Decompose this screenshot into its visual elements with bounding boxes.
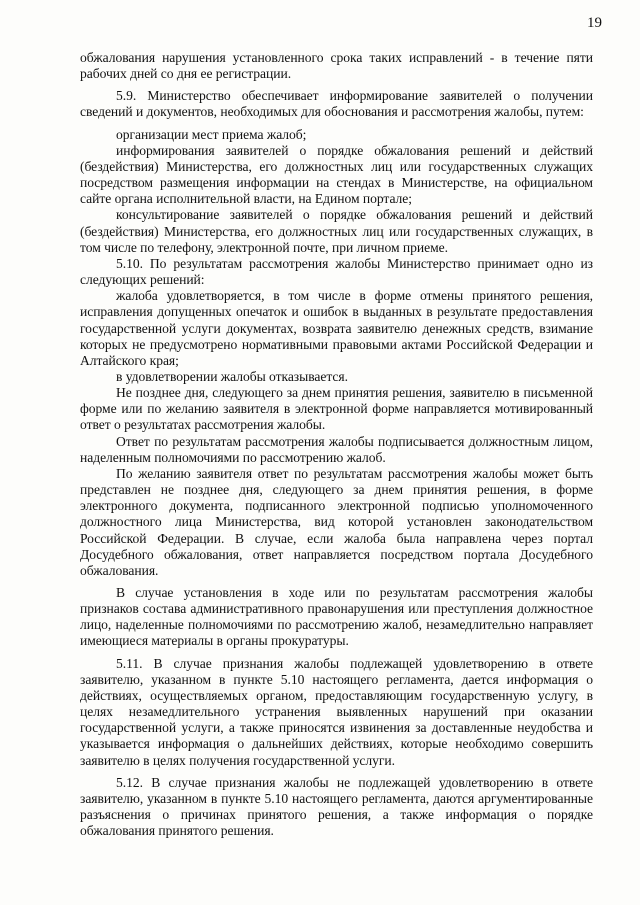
- paragraph: В случае установления в ходе или по результатам рассмотрения жалобы признаков состава административного правонарушения или преступления должностное лицо, наделенные полномочиями по рассмотрению жалоб, незамедлительно направляет имеющиеся материалы в органы прокуратуры.: [80, 585, 593, 649]
- paragraph: 5.9. Министерство обеспечивает информирование заявителей о получении сведений и документов, необходимых для обоснования и рассмотрения жалобы, путем:: [80, 88, 593, 120]
- paragraph: информирования заявителей о порядке обжалования решений и действий (бездействия) Министерства, его должностных лиц или государственных служащих посредством размещения информации на стендах в Министерстве, на официальном сайте органа исполнительной власти, на Едином портале;: [80, 142, 593, 207]
- paragraph: жалоба удовлетворяется, в том числе в форме отмены принятого решения, исправления допущенных опечаток и ошибок в выданных в результате предоставления государственной услуги документах, возврата заявителю денежных средств, взимание которых не предусмотрено нормативными правовыми актами Российской Федерации и Алтайского края;: [80, 288, 593, 368]
- paragraph: Не позднее дня, следующего за днем принятия решения, заявителю в письменной форме или по желанию заявителя в электронной форме направляется мотивированный ответ о результатах рассмотрения жалобы.: [80, 385, 593, 433]
- page-number: 19: [587, 15, 602, 31]
- paragraph: По желанию заявителя ответ по результатам рассмотрения жалобы может быть представлен не позднее дня, следующего за днем принятия решения, в форме электронного документа, подписанного электронной подписью уполномоченного должностного лица Министерства, вид которой установлен законодательством Российской Федерации. В случае, если жалоба была направлена через портал Досудебного обжалования, ответ направляется посредством портала Досудебного обжалования.: [80, 465, 593, 578]
- paragraph: 5.12. В случае признания жалобы не подлежащей удовлетворению в ответе заявителю, указанном в пункте 5.10 настоящего регламента, даются аргументированные разъяснения о причинах принятого решения, а также информация о порядке обжалования принятого решения.: [80, 774, 593, 839]
- paragraph: консультирование заявителей о порядке обжалования решений и действий (бездействия) Министерства, его должностных лиц или государственных служащих, в том числе по телефону, электронной почте, при личном приеме.: [80, 207, 593, 255]
- paragraph: организации мест приема жалоб;: [116, 126, 307, 142]
- document-body: [80, 50, 593, 839]
- paragraph: обжалования нарушения установленного срока таких исправлений - в течение пяти рабочих дней со дня ее регистрации.: [80, 50, 593, 82]
- paragraph: в удовлетворении жалобы отказывается.: [116, 368, 348, 384]
- paragraph: Ответ по результатам рассмотрения жалобы подписывается должностным лицом, наделенным полномочиями по рассмотрению жалоб.: [80, 433, 593, 465]
- paragraph: 5.11. В случае признания жалобы подлежащей удовлетворению в ответе заявителю, указанном в пункте 5.10 настоящего регламента, дается информация о действиях, осуществляемых органом, предоставляющим государственную услугу, в целях незамедлительного устранения выявленных нарушений при оказании государственной услуги, а также приносятся извинения за доставленные неудобства и указывается информация о дальнейших действиях, которые необходимо совершить заявителю в целях получения государственной услуги.: [80, 655, 593, 768]
- paragraph: 5.10. По результатам рассмотрения жалобы Министерство принимает одно из следующих решений:: [80, 255, 593, 288]
